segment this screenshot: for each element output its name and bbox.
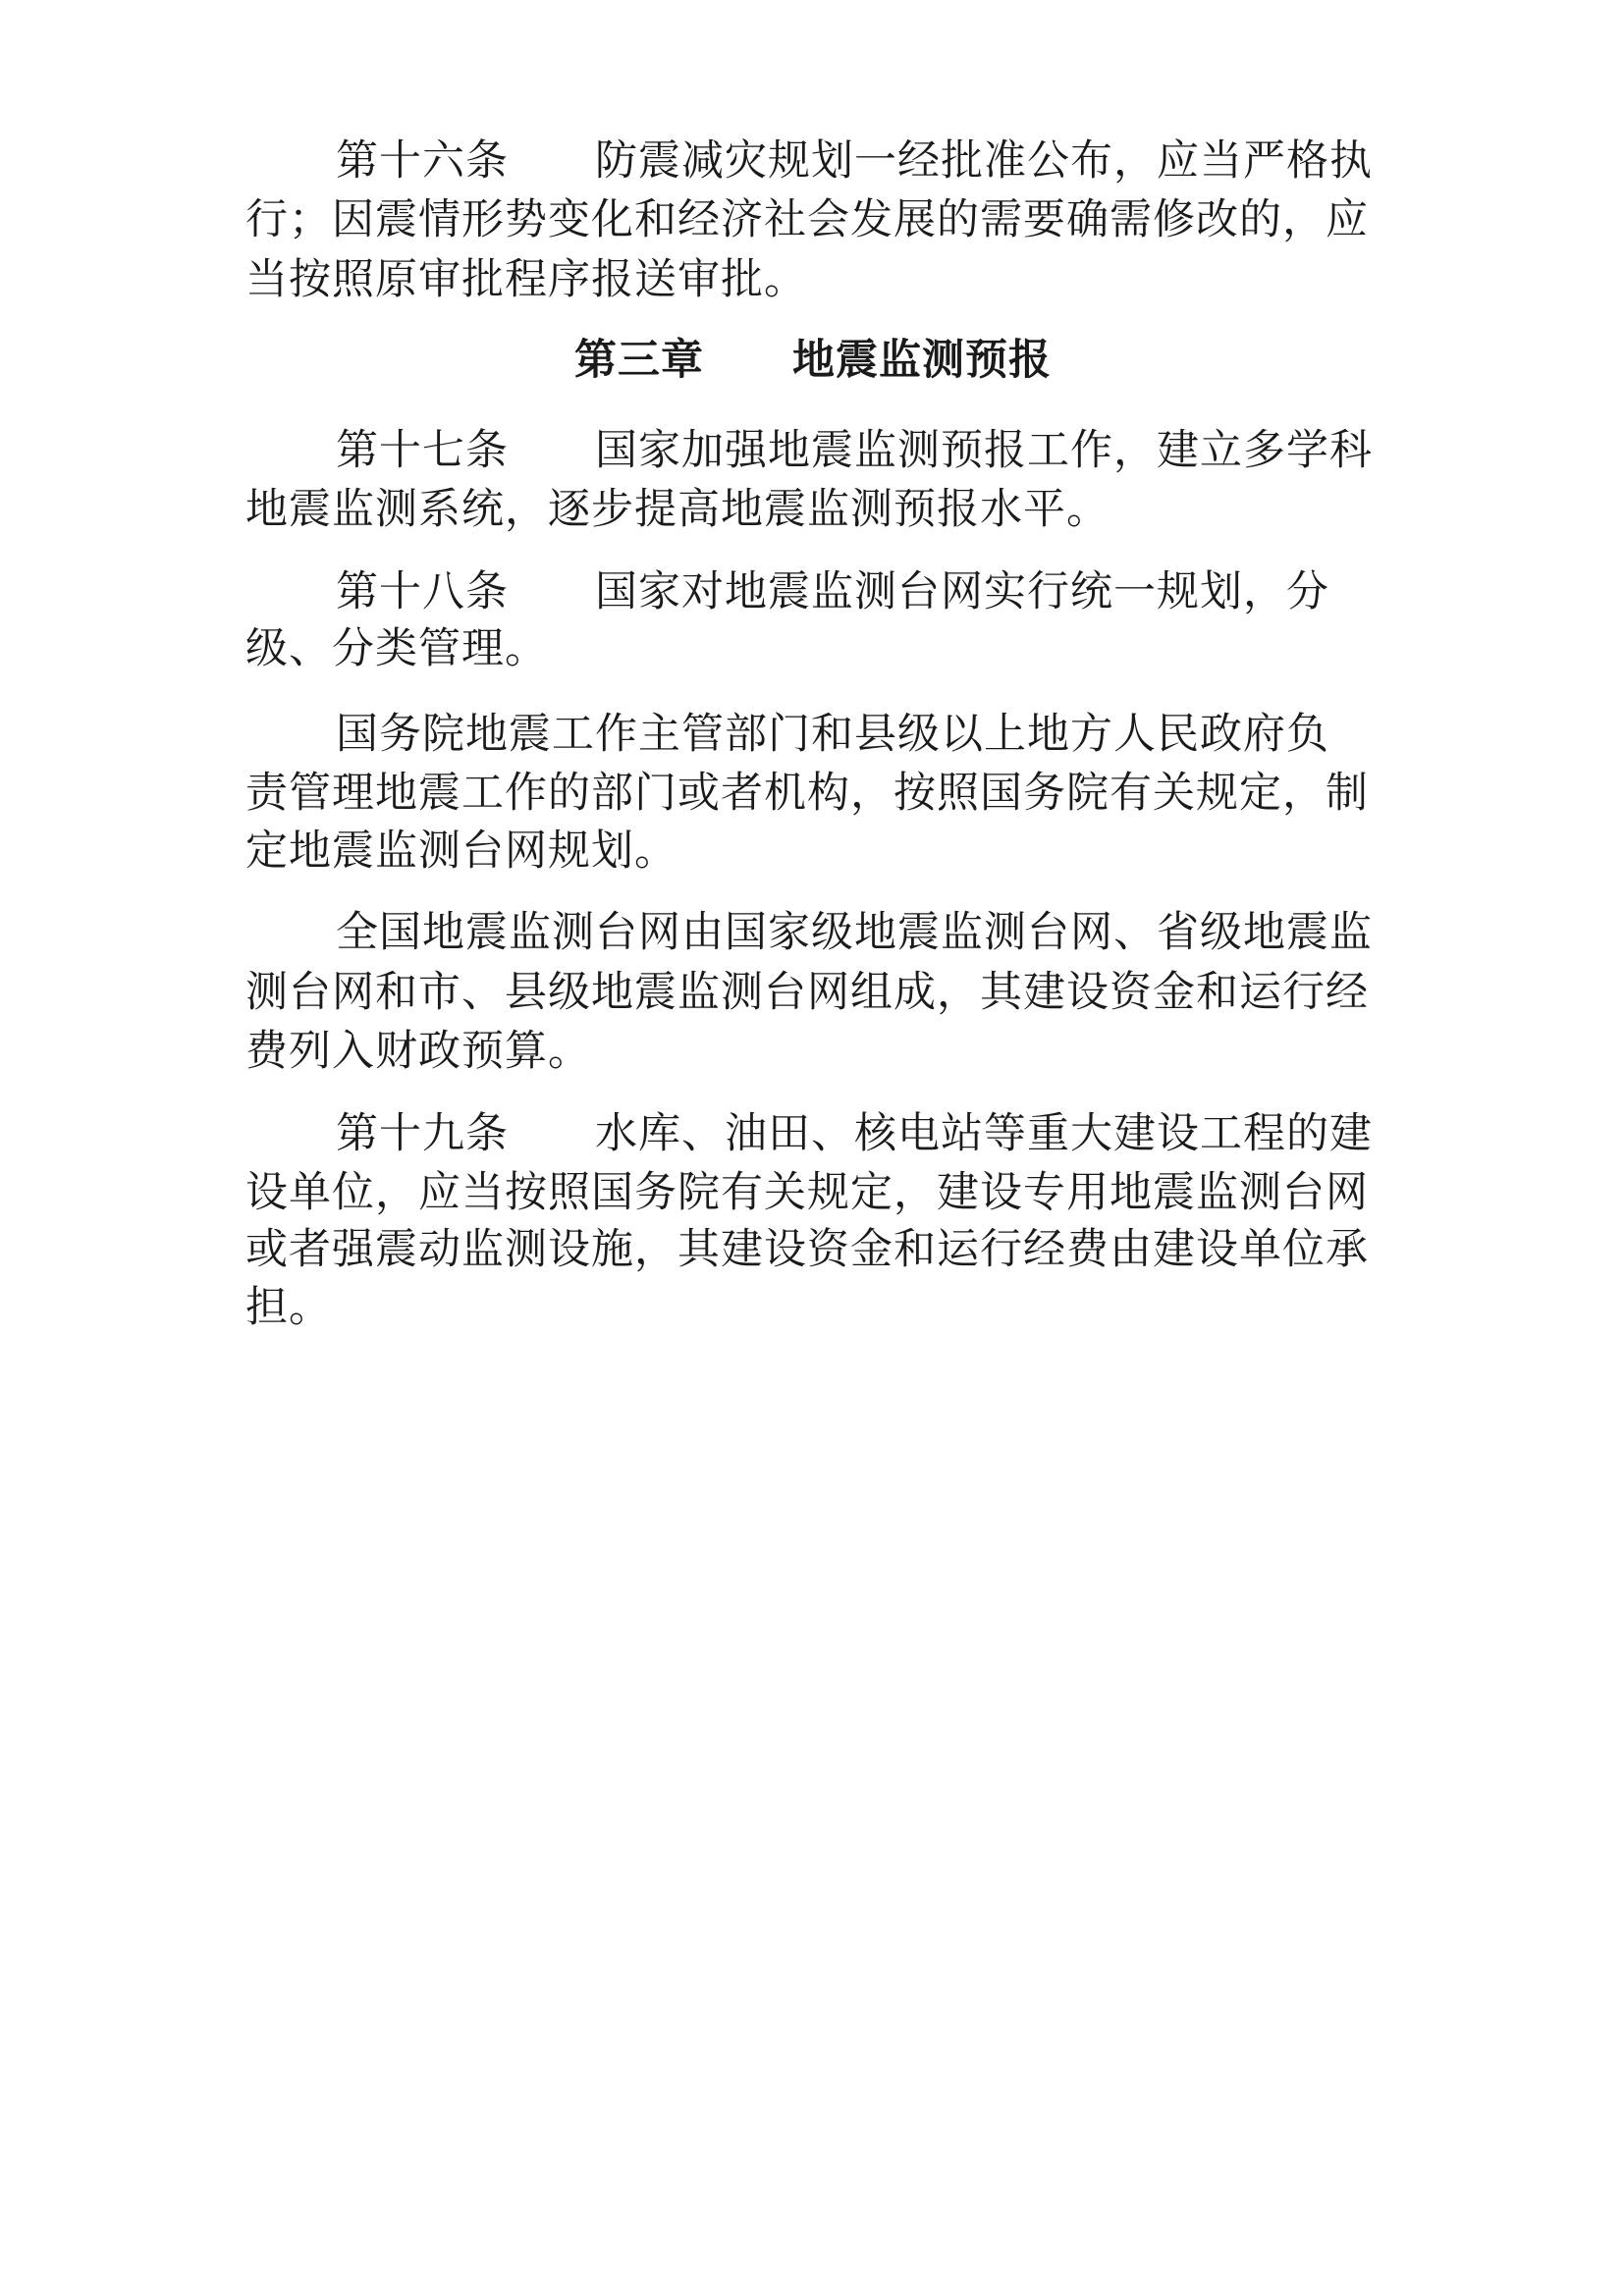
- article-18-para2-line-3: 定地震监测台网规划。: [245, 827, 677, 876]
- article-18-number: 第十八条: [336, 567, 509, 616]
- chapter-heading: [574, 336, 1052, 385]
- article-16-number: 第十六条: [336, 136, 509, 186]
- article-19-number: 第十九条: [336, 1109, 509, 1158]
- article-16-line-3: 当按照原审批程序报送审批。: [245, 255, 807, 304]
- article-19-line-1: [336, 1109, 1373, 1158]
- article-19-text: 水库、油田、核电站等重大建设工程的建: [595, 1109, 1373, 1158]
- article-18-para3-line-2: 测台网和市、县级地震监测台网组成，其建设资金和运行经: [245, 968, 1369, 1017]
- article-17-number: 第十七条: [336, 426, 509, 475]
- article-18-line-2: 级、分类管理。: [245, 624, 548, 673]
- chapter-title: 地震监测预报: [792, 336, 1052, 385]
- article-18-para2-line-2: 责管理地震工作的部门或者机构，按照国务院有关规定，制: [245, 769, 1369, 818]
- article-16-line-1: [336, 136, 1373, 186]
- article-17-line-1: [336, 426, 1373, 475]
- article-18-line-1: [336, 567, 1329, 616]
- article-18-para3-line-1: 全国地震监测台网由国家级地震监测台网、省级地震监: [336, 908, 1373, 957]
- article-19-line-2: 设单位，应当按照国务院有关规定，建设专用地震监测台网: [245, 1168, 1369, 1217]
- article-19-line-4: 担。: [245, 1283, 332, 1332]
- article-18-text: 国家对地震监测台网实行统一规划，分: [595, 567, 1329, 616]
- article-18-para3-line-3: 费列入财政预算。: [245, 1027, 591, 1076]
- article-17-text: 国家加强地震监测预报工作，建立多学科: [595, 426, 1373, 475]
- article-16-text: 防震减灾规划一经批准公布，应当严格执: [595, 136, 1373, 186]
- chapter-number: 第三章: [574, 336, 704, 385]
- article-16-line-2: 行；因震情形势变化和经济社会发展的需要确需修改的，应: [245, 195, 1369, 244]
- article-19-line-3: 或者强震动监测设施，其建设资金和运行经费由建设单位承: [245, 1225, 1369, 1274]
- article-17-line-2: 地震监测系统，逐步提高地震监测预报水平。: [245, 485, 1110, 534]
- article-18-para2-line-1: 国务院地震工作主管部门和县级以上地方人民政府负: [336, 710, 1329, 759]
